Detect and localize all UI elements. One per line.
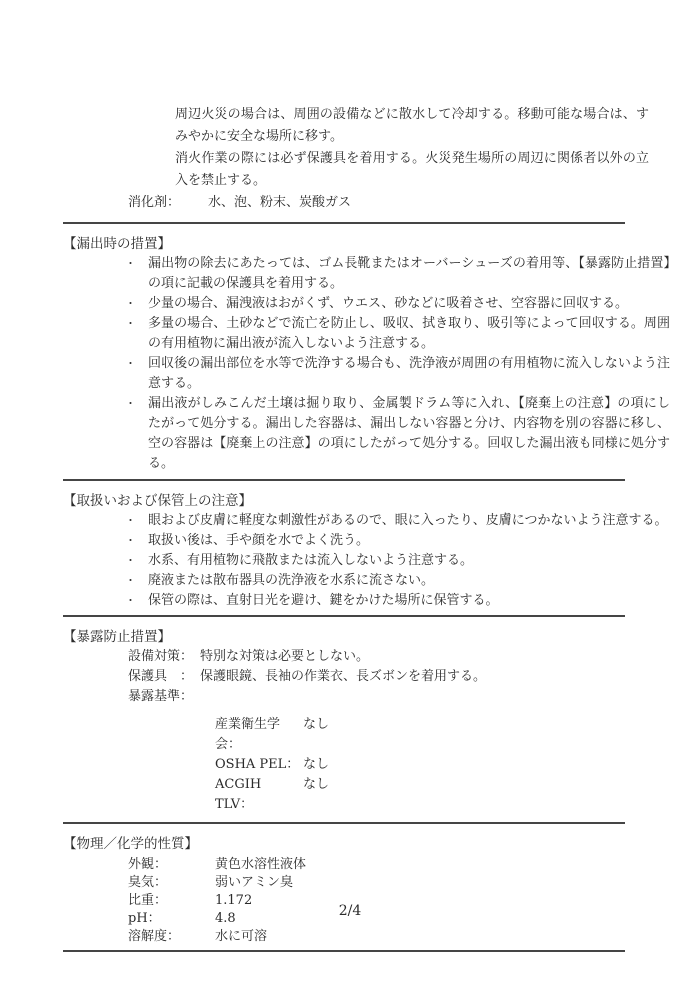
bullet-text: 回収後の漏出部位を水等で洗浄する場合も、洗浄液が周囲の有用植物に流入しないよう注意する。 xyxy=(148,356,670,391)
appearance-row xyxy=(63,856,663,874)
bullet-text: 眼および皮膚に軽度な刺激性があるので、眼に入ったり、皮膚につかないよう注意する。 xyxy=(148,513,668,528)
field-value: 弱いアミン臭 xyxy=(215,875,294,890)
field-label: 設備対策： xyxy=(128,649,194,664)
bullet-marker: ・ xyxy=(125,594,136,607)
page-footer xyxy=(0,903,700,919)
bullet-marker: ・ xyxy=(125,297,136,310)
fire-fighting-paragraphs xyxy=(175,104,649,192)
bullet-item xyxy=(125,571,670,591)
bullet-text: 漏出液がしみこんだ土壌は掘り取り、金属製ドラム等に入れ、【廃棄上の注意】の項にしたがって処分する。漏出した容器は、漏出しない容器と分け、内容物を別の容器に移し、空の容器は【廃棄上の注意】の項にしたがって処分する。回収した漏出液も同様に処分する。 xyxy=(148,396,670,471)
bullet-text: 水系、有用植物に飛散または流入しないよう注意する。 xyxy=(148,553,474,568)
bullet-item xyxy=(125,591,670,611)
standard-row-acgih-tlv xyxy=(63,775,663,815)
bullet-item xyxy=(125,294,670,314)
bullet-item xyxy=(125,314,670,354)
bullet-text: 保管の際は、直射日光を避け、鍵をかけた場所に保管する。 xyxy=(148,593,499,608)
standard-row-osha-pel xyxy=(63,755,663,775)
bullet-marker: ・ xyxy=(125,534,136,547)
bullet-text: 少量の場合、漏洩液はおがくず、ウエス、砂などに吸着させ、空容器に回収する。 xyxy=(148,296,628,311)
bullet-marker: ・ xyxy=(125,574,136,587)
exposure-standards-list xyxy=(63,715,663,815)
physical-properties-rows xyxy=(63,856,663,946)
bullet-marker: ・ xyxy=(125,514,136,527)
field-value: 特別な対策は必要としない。 xyxy=(200,649,370,664)
handling-storage-section xyxy=(63,491,668,611)
field-value: 水、泡、粉末、炭酸ガス xyxy=(208,195,352,210)
bullet-marker: ・ xyxy=(125,554,136,567)
bullet-text: 漏出物の除去にあたっては、ゴム長靴またはオーバーシューズの着用等、【暴露防止措置】の項に記載の保護具を着用する。 xyxy=(148,256,670,291)
field-value: 1.172 xyxy=(215,893,253,908)
exposure-rows xyxy=(63,647,663,815)
extinguishing-agent-row xyxy=(63,192,663,214)
standard-row-sangyo-eisei xyxy=(63,715,663,755)
field-value: なし xyxy=(303,717,330,732)
bullet-item xyxy=(125,354,670,394)
section-divider xyxy=(63,950,625,952)
section-title: 【物理／化学的性質】 xyxy=(63,836,198,852)
bullet-marker: ・ xyxy=(125,397,136,410)
field-label: 比重： xyxy=(128,893,168,908)
field-value: なし xyxy=(303,757,330,772)
field-value: 黄色水溶性液体 xyxy=(215,857,307,872)
section-title: 【取扱いおよび保管上の注意】 xyxy=(63,493,252,509)
bullet-item xyxy=(125,254,670,294)
section-title: 【暴露防止措置】 xyxy=(63,629,171,645)
bullet-text: 取扱い後は、手や顔を水でよく洗う。 xyxy=(148,533,370,548)
bullet-item xyxy=(125,394,670,474)
field-label: 溶解度： xyxy=(128,929,181,944)
section-title: 【漏出時の措置】 xyxy=(63,236,171,252)
field-label: 外観： xyxy=(128,857,168,872)
section-divider xyxy=(63,822,625,824)
fire-paragraph: 消火作業の際には必ず保護具を着用する。火災発生場所の周辺に関係者以外の立入を禁止する。 xyxy=(175,151,649,188)
field-label: ACGIH TLV： xyxy=(215,777,262,812)
field-value: 保護眼鏡、長袖の作業衣、長ズボンを着用する。 xyxy=(200,669,487,684)
field-value: 4.8 xyxy=(215,911,236,926)
bullet-marker: ・ xyxy=(125,317,136,330)
field-label: OSHA PEL： xyxy=(215,757,300,772)
section-divider xyxy=(63,615,625,617)
spill-measures-section xyxy=(63,234,670,474)
bullet-text: 多量の場合、土砂などで流亡を防止し、吸収、拭き取り、吸引等によって回収する。周囲の有用植物に漏出液が流入しないよう注意する。 xyxy=(148,316,670,351)
exposure-prevention-section xyxy=(63,627,663,815)
bullet-text: 廃液または散布器具の洗浄液を水系に流さない。 xyxy=(148,573,435,588)
solubility-row xyxy=(63,928,663,946)
bullet-marker: ・ xyxy=(125,257,136,270)
odor-row xyxy=(63,874,663,892)
bullet-item xyxy=(125,531,670,551)
field-label: 暴露基準： xyxy=(128,689,194,704)
equipment-measures-row xyxy=(63,647,663,667)
protective-gear-row xyxy=(63,667,663,687)
field-label: 臭気： xyxy=(128,875,168,890)
handling-bullet-list xyxy=(63,511,668,611)
fire-paragraph: 周辺火災の場合は、周囲の設備などに散水して冷却する。移動可能な場合は、すみやかに安全な場所に移す。 xyxy=(175,107,649,144)
fire-fighting-section xyxy=(63,0,663,214)
physical-chemical-properties-section xyxy=(63,834,663,946)
field-label: 保護具 ： xyxy=(128,669,194,684)
field-label: 産業衛生学会： xyxy=(215,717,281,752)
field-value: 水に可溶 xyxy=(215,929,268,944)
spill-bullet-list xyxy=(63,254,670,474)
field-label: pH： xyxy=(128,911,161,926)
field-label: 消化剤： xyxy=(128,195,181,210)
bullet-item xyxy=(125,551,670,571)
field-value: なし xyxy=(303,777,330,792)
section-divider xyxy=(63,222,625,224)
bullet-item xyxy=(125,511,670,531)
bullet-marker: ・ xyxy=(125,357,136,370)
section-divider xyxy=(63,479,625,481)
page-number: 2/4 xyxy=(338,903,362,919)
exposure-standard-row xyxy=(63,687,663,707)
